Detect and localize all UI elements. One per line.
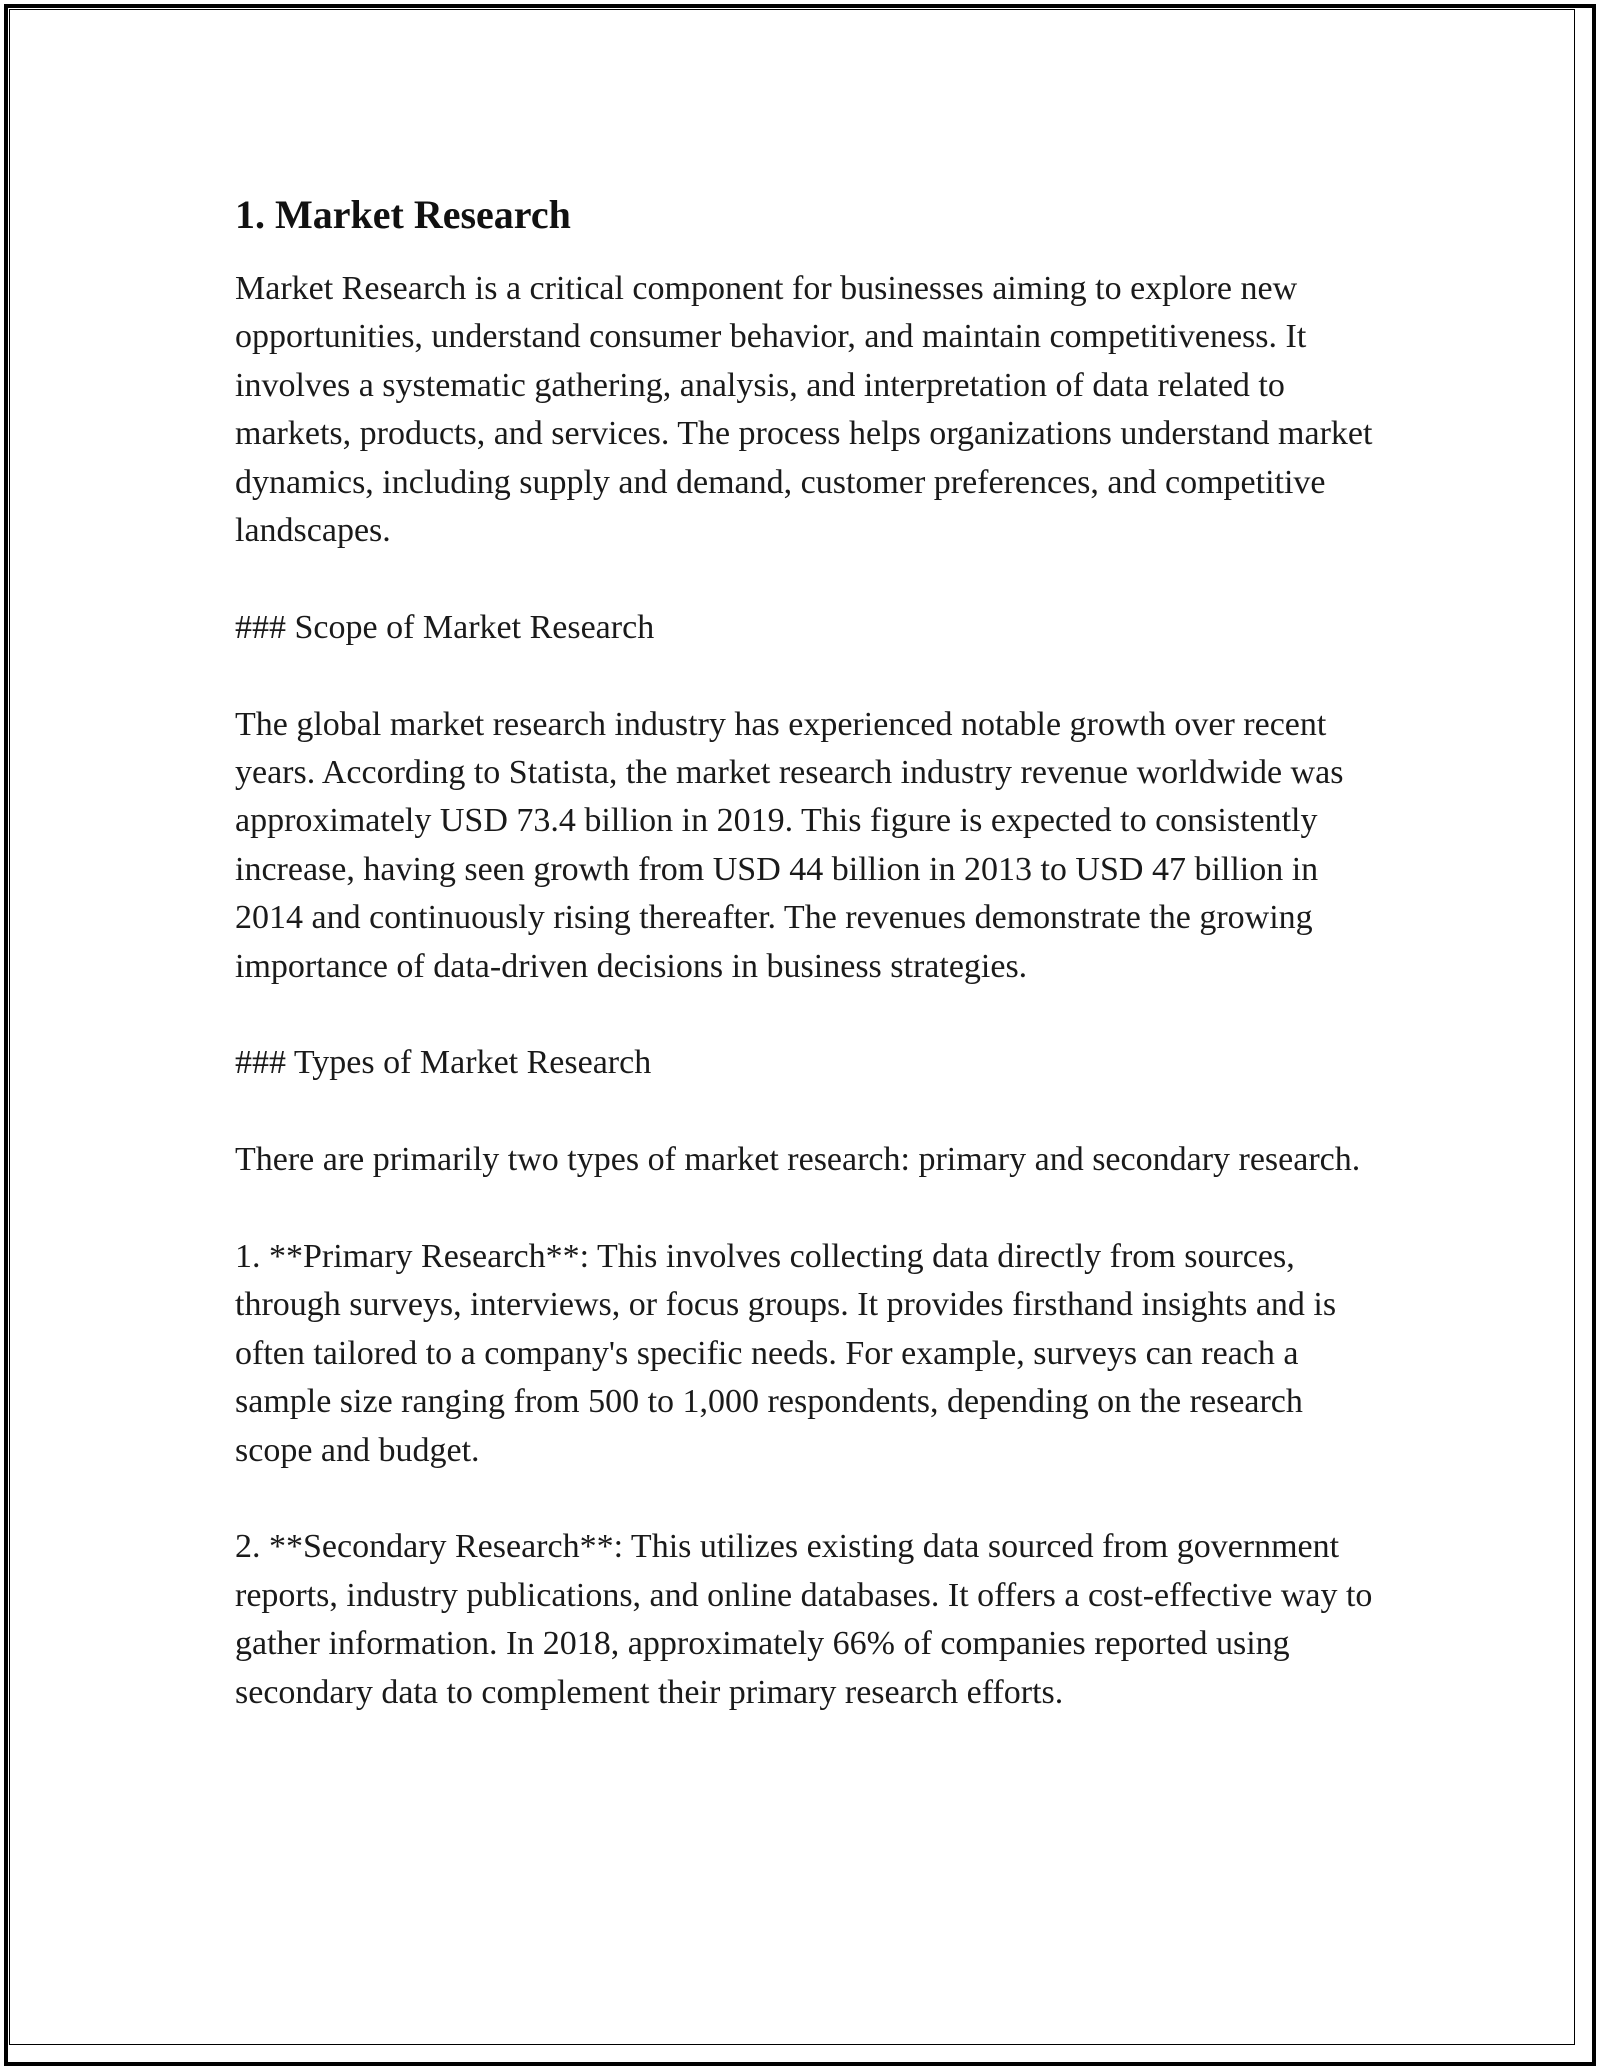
page-title: 1. Market Research (235, 192, 571, 237)
scope-paragraph: The global market research industry has experienced notable growth over recent years. According to Statista, the market research industry revenue worldwide was approximately USD 73.4 billion in 2019. This figure is expected to consistently increase, having seen growth from USD 44 billion in 2013 to USD 47 billion in 2014 and continuously rising thereafter. The revenues demonstrate the growing importance of data-driven decisions in business strategies. (235, 705, 1344, 985)
secondary-research-paragraph: 2. **Secondary Research**: This utilizes existing data sourced from government reports, industry publications, and online databases. It offers a cost-effective way to gather information. In 2018, approximately 66% of companies reported using secondary data to complement their primary research efforts. (235, 1528, 1373, 1711)
primary-research-paragraph: 1. **Primary Research**: This involves collecting data directly from sources, through surveys, interviews, or focus groups. It provides firsthand insights and is often tailored to a company's specific needs. For example, surveys can reach a sample size ranging from 500 to 1,000 respondents, depending on the research scope and budget. (235, 1238, 1337, 1469)
types-heading: ### Types of Market Research (235, 1044, 652, 1082)
document-body (235, 180, 1375, 1765)
intro-paragraph: Market Research is a critical component for businesses aiming to explore new opportunities, understand consumer behavior, and maintain competitiveness. It involves a systematic gathering, analysis, and interpretation of data related to markets, products, and services. The process helps organizations understand market dynamics, including supply and demand, customer preferences, and competitive landscapes. (235, 270, 1373, 550)
scope-heading: ### Scope of Market Research (235, 608, 655, 646)
types-intro-paragraph: There are primarily two types of market research: primary and secondary research. (235, 1141, 1361, 1179)
